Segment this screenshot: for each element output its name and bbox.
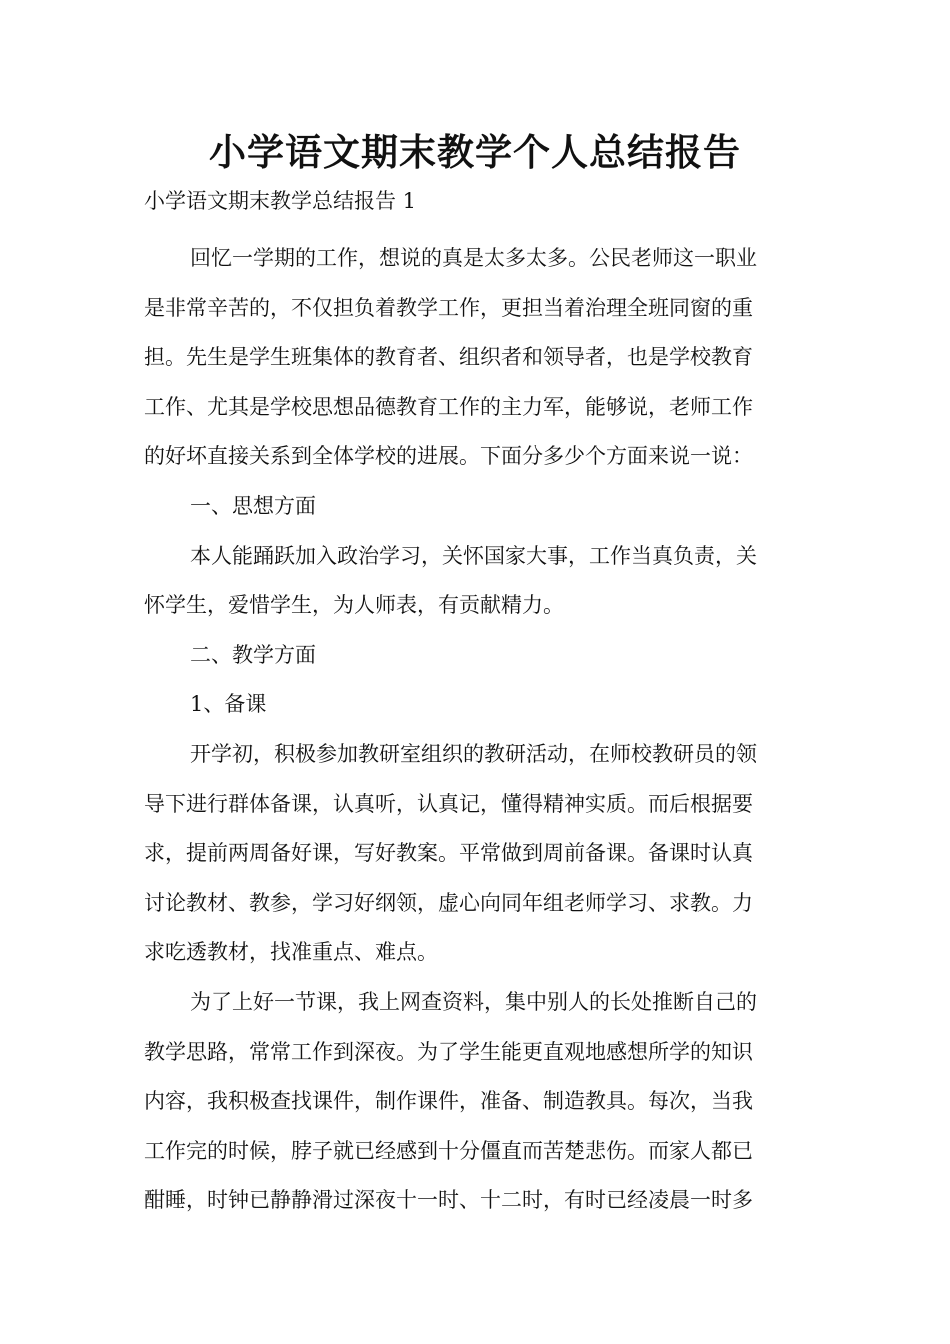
body-line: 求吃透教材，找准重点、难点。: [144, 940, 438, 965]
body-line: 导下进行群体备课，认真听，认真记，懂得精神实质。而后根据要: [144, 791, 753, 816]
body-line: 工作完的时候，脖子就已经感到十分僵直而苦楚悲伤。而家人都已: [144, 1138, 753, 1163]
body-line: 担。先生是学生班集体的教育者、组织者和领导者，也是学校教育: [144, 345, 753, 370]
body-line: 教学思路，常常工作到深夜。为了学生能更直观地感想所学的知识: [144, 1039, 753, 1064]
body-line: 内容，我积极查找课件，制作课件，准备、制造教具。每次，当我: [144, 1089, 753, 1114]
body-line: 的好坏直接关系到全体学校的进展。下面分多少个方面来说一说：: [144, 444, 753, 469]
body-line: 是非常辛苦的，不仅担负着教学工作，更担当着治理全班同窗的重: [144, 295, 753, 320]
subsection-heading: 1、备课: [190, 692, 267, 717]
document-body: [144, 234, 806, 1226]
section-heading: 二、教学方面: [190, 642, 316, 667]
body-line: 怀学生，爱惜学生，为人师表，有贡献精力。: [144, 593, 564, 618]
document-subtitle: 小学语文期末教学总结报告 1: [144, 189, 417, 213]
body-line: 回忆一学期的工作，想说的真是太多太多。公民老师这一职业: [190, 246, 757, 270]
document-title: 小学语文期末教学个人总结报告: [209, 130, 741, 174]
body-line: 酣睡，时钟已静静滑过深夜十一时、十二时，有时已经凌晨一时多: [144, 1188, 753, 1213]
body-line: 为了上好一节课，我上网查资料，集中别人的长处推断自己的: [190, 989, 757, 1014]
body-line: 工作、尤其是学校思想品德教育工作的主力军，能够说，老师工作: [144, 394, 753, 419]
body-line: 本人能踊跃加入政治学习，关怀国家大事，工作当真负责，关: [190, 543, 757, 568]
section-heading: 一、思想方面: [190, 493, 316, 518]
body-line: 求，提前两周备好课，写好教案。平常做到周前备课。备课时认真: [144, 841, 753, 866]
body-line: 讨论教材、教参，学习好纲领，虚心向同年组老师学习、求教。力: [144, 890, 753, 915]
body-line: 开学初，积极参加教研室组织的教研活动，在师校教研员的领: [190, 741, 757, 766]
